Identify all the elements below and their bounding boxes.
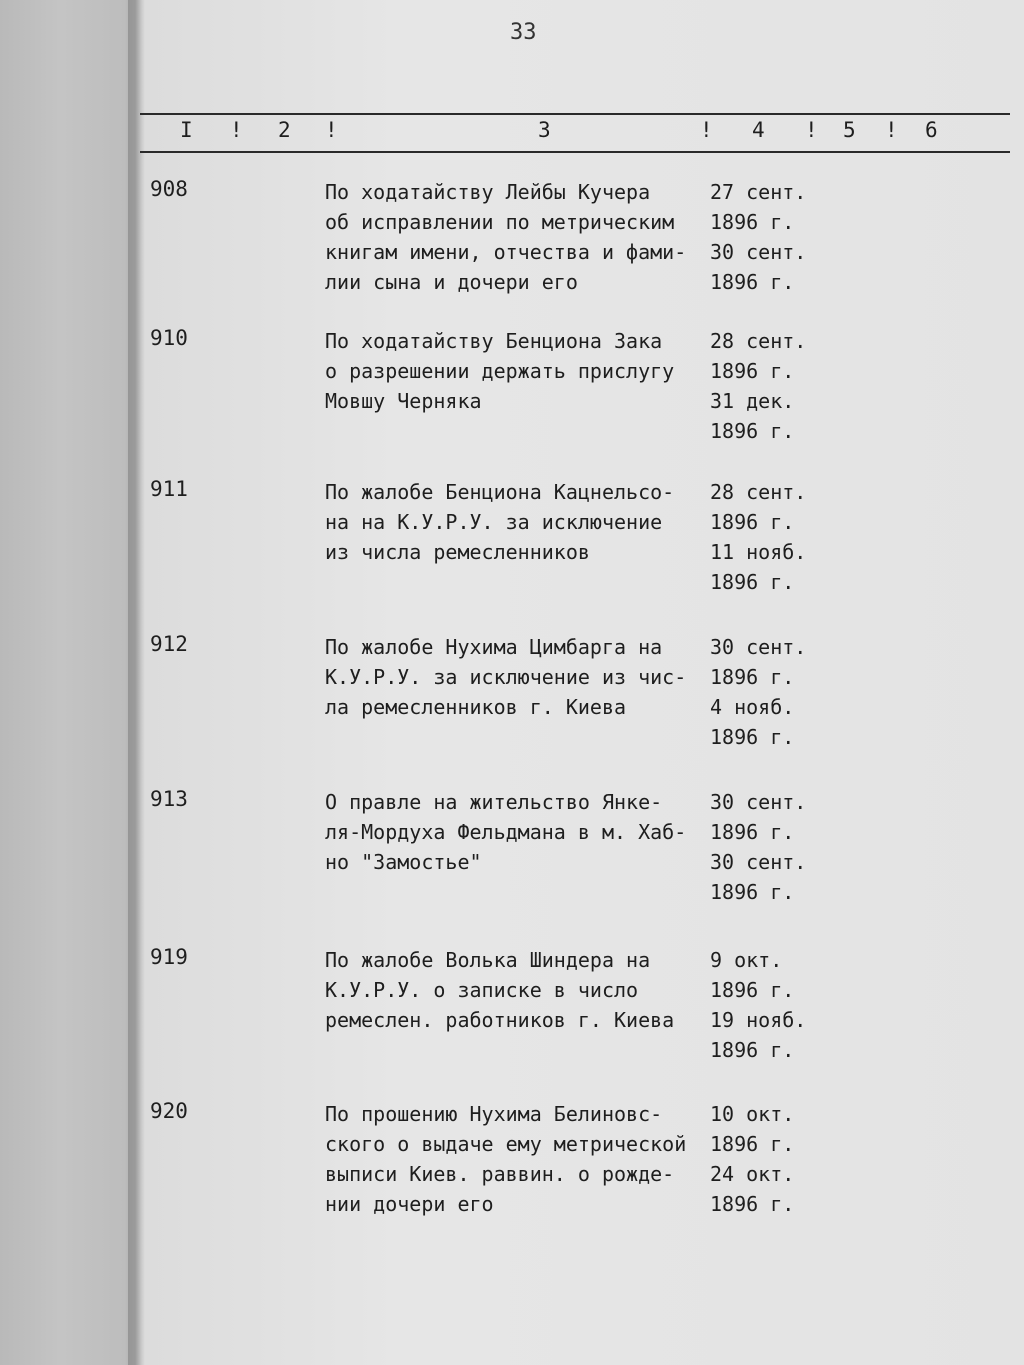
- title-line: По жалобе Волька Шиндера на: [325, 948, 651, 972]
- date-line: 1896 г.: [710, 270, 795, 294]
- entry-title: [325, 477, 705, 567]
- entry-title: [325, 177, 705, 297]
- header-top-rule: [140, 113, 1010, 115]
- date-line: 1896 г.: [710, 978, 795, 1002]
- date-line: 24 окт.: [710, 1162, 795, 1186]
- entry-title: [325, 787, 705, 877]
- date-line: 30 сент.: [710, 240, 807, 264]
- title-line: о разрешении держать прислугу: [325, 359, 675, 383]
- date-line: 1896 г.: [710, 1192, 795, 1216]
- title-line: По жалобе Бенциона Кацнельсо-: [325, 480, 675, 504]
- title-line: По жалобе Нухима Цимбарга на: [325, 635, 663, 659]
- table-header: [140, 118, 1020, 148]
- title-line: По прошению Нухима Белиновс-: [325, 1102, 663, 1126]
- date-line: 1896 г.: [710, 359, 795, 383]
- title-line: книгам имени, отчества и фами-: [325, 240, 687, 264]
- date-line: 1896 г.: [710, 820, 795, 844]
- title-line: лии сына и дочери его: [325, 270, 578, 294]
- header-col-4: 4: [752, 118, 765, 142]
- date-line: 1896 г.: [710, 210, 795, 234]
- title-line: на на К.У.Р.У. за исключение: [325, 510, 663, 534]
- title-line: выписи Киев. раввин. о рожде-: [325, 1162, 675, 1186]
- title-line: из числа ремесленников: [325, 540, 590, 564]
- date-line: 1896 г.: [710, 1038, 795, 1062]
- entry-number: 908: [150, 177, 188, 201]
- header-bottom-rule: [140, 151, 1010, 153]
- title-line: ремеслен. работников г. Киева: [325, 1008, 675, 1032]
- title-line: По ходатайству Бенциона Зака: [325, 329, 663, 353]
- title-line: но "Замостье": [325, 850, 482, 874]
- entry-dates: [710, 177, 806, 297]
- header-separator: !: [325, 118, 338, 142]
- header-col-2: 2: [278, 118, 291, 142]
- entry-number: 920: [150, 1099, 188, 1123]
- entry-dates: [710, 477, 806, 597]
- entry-dates: [710, 1099, 794, 1219]
- entry-number: 912: [150, 632, 188, 656]
- header-separator: !: [230, 118, 243, 142]
- entry-number: 919: [150, 945, 188, 969]
- header-separator: !: [805, 118, 818, 142]
- entry-number: 913: [150, 787, 188, 811]
- entry-dates: [710, 787, 806, 907]
- title-line: ля-Мордуха Фельдмана в м. Хаб-: [325, 820, 687, 844]
- entry-dates: [710, 632, 806, 752]
- date-line: 30 сент.: [710, 790, 807, 814]
- date-line: 1896 г.: [710, 419, 795, 443]
- date-line: 1896 г.: [710, 665, 795, 689]
- title-line: Мовшу Черняка: [325, 389, 482, 413]
- header-col-6: 6: [925, 118, 938, 142]
- date-line: 11 нояб.: [710, 540, 807, 564]
- date-line: 28 сент.: [710, 329, 807, 353]
- date-line: 4 нояб.: [710, 695, 795, 719]
- document-page: [140, 0, 1024, 1365]
- date-line: 1896 г.: [710, 725, 795, 749]
- date-line: 1896 г.: [710, 880, 795, 904]
- title-line: ского о выдаче ему метрической: [325, 1132, 687, 1156]
- date-line: 1896 г.: [710, 570, 795, 594]
- entry-title: [325, 632, 705, 722]
- date-line: 1896 г.: [710, 1132, 795, 1156]
- title-line: К.У.Р.У. о записке в число: [325, 978, 639, 1002]
- title-line: По ходатайству Лейбы Кучера: [325, 180, 651, 204]
- title-line: ла ремесленников г. Киева: [325, 695, 627, 719]
- page-number: 33: [510, 20, 537, 45]
- entry-dates: [710, 945, 806, 1065]
- header-separator: !: [700, 118, 713, 142]
- title-line: К.У.Р.У. за исключение из чис-: [325, 665, 687, 689]
- date-line: 9 окт.: [710, 948, 783, 972]
- entry-title: [325, 326, 705, 416]
- date-line: 27 сент.: [710, 180, 807, 204]
- title-line: об исправлении по метрическим: [325, 210, 675, 234]
- date-line: 19 нояб.: [710, 1008, 807, 1032]
- entry-number: 910: [150, 326, 188, 350]
- date-line: 10 окт.: [710, 1102, 795, 1126]
- title-line: О правле на жительство Янке-: [325, 790, 663, 814]
- header-col-5: 5: [843, 118, 856, 142]
- entry-title: [325, 945, 705, 1035]
- entry-title: [325, 1099, 705, 1219]
- date-line: 28 сент.: [710, 480, 807, 504]
- entry-number: 911: [150, 477, 188, 501]
- header-col-3: 3: [538, 118, 551, 142]
- date-line: 30 сент.: [710, 850, 807, 874]
- date-line: 30 сент.: [710, 635, 807, 659]
- date-line: 1896 г.: [710, 510, 795, 534]
- entry-dates: [710, 326, 806, 446]
- header-separator: !: [885, 118, 898, 142]
- title-line: нии дочери его: [325, 1192, 494, 1216]
- date-line: 31 дек.: [710, 389, 795, 413]
- header-col-1: I: [180, 118, 193, 142]
